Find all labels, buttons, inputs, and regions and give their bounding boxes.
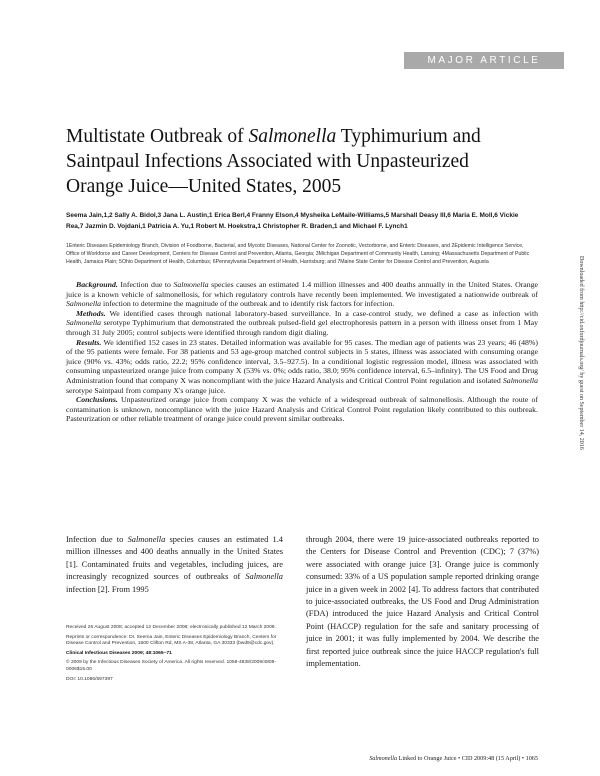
background-italic-2: Salmonella xyxy=(66,299,102,309)
abstract-methods xyxy=(66,309,538,338)
reprints-note: Reprints or correspondence: Dr. Seema Jain, Enteric Diseases Epidemiology Branch, Centers for Disease Control and Prevention, 1600 Clifton Rd, MS A-38, Atlanta, GA 30333 (bwd9@cdc.gov). xyxy=(66,634,277,647)
page-footer xyxy=(300,755,538,762)
conclusions-text: Unpasteurized orange juice from company X was the vehicle of a widespread outbreak of salmonellosis. Although the route of contamination is unknown, noncompliance with the juice Hazard Analysis and Critical Control Point regulation likely contributed to this outbreak. Pasteurization or other reliable treatment of orange juice could prevent similar outbreaks. xyxy=(66,395,538,424)
methods-italic: Salmonella xyxy=(66,318,102,328)
body-paragraph-left xyxy=(66,534,283,596)
col1-text-1: Infection due to xyxy=(66,535,128,544)
abstract-background xyxy=(66,280,538,309)
abstract-results xyxy=(66,338,538,396)
article-notes xyxy=(66,625,286,686)
results-italic: Salmonella xyxy=(502,375,538,385)
download-watermark: Downloaded from http://cid.oxfordjournals.org/ by guest on September 14, 2016 xyxy=(578,256,584,450)
title-post: Typhimurium and Saintpaul Infections Associated with Unpasteurized Orange Juice—United States, 2005 xyxy=(66,126,481,197)
methods-text-2: serotype Typhimurium that demonstrated the outbreak pulsed-field gel electrophoresis pattern in a person with illness onset from 1 May through 31 July 2005; control subjects were identified through random digit dialing. xyxy=(66,318,538,337)
article-title xyxy=(66,124,506,199)
methods-text-1: We identified cases through national laboratory-based surveillance. In a case-control study, we defined a case as infection with xyxy=(109,308,539,318)
background-text-3: infection to determine the magnitude of the outbreak and to identify risk factors for infection. xyxy=(101,299,395,309)
author-list: Seema Jain,1,2 Sally A. Bidol,3 Jana L. Austin,1 Erica Berl,4 Franny Elson,4 Mysheika LeMaile-Williams,5 Marshall Deasy III,6 Maria E. Moll,6 Vickie Rea,7 Jazmin D. Vojdani,1 Patricia A. Yu,1 Robert M. Hoekstra,1 Christopher R. Braden,1 and Michael F. Lynch1 xyxy=(66,212,519,230)
body-paragraph-right: through 2004, there were 19 juice-associated outbreaks reported to the Centers for Disease Control and Prevention (CDC); 7 (37%) were associated with orange juice [3]. Orange juice is commonly consumed: 33% of a US population sample reported drinking orange juice in a given week in 2002 [4]. To address factors that contributed to juice-associated outbreaks, the US Food and Drug Administration (FDA) introduced the juice Hazard Analysis and Critical Control Point (HACCP) regulation for the safe and sanitary processing of juice in 2001; it was fully implemented by 2004. We describe the first reported juice outbreak since the juice HACCP regulation's full implementation. xyxy=(306,535,539,669)
footer-text: Linked to Orange Juice • CID 2009:48 (15 April) • 1065 xyxy=(397,755,538,762)
body-column-right xyxy=(306,534,539,670)
doi-note: DOI: 10.1086/597397 xyxy=(66,676,113,682)
results-text-2: serotype Saintpaul from company X's orange juice. xyxy=(66,385,226,395)
background-text-2: species causes an estimated 1.4 million illnesses and 400 deaths annually in the United States. Orange juice is a known vehicle of salmonellosis, for which regulatory controls have recently been implemented. We investigated a nationwide outbreak of xyxy=(66,280,539,299)
col1-text-3: infection [2]. From 1995 xyxy=(66,584,149,594)
background-label: Background. xyxy=(76,280,118,289)
title-italic: Salmonella xyxy=(248,126,337,147)
footer-italic: Salmonella xyxy=(369,755,398,762)
body-column-left xyxy=(66,534,283,596)
title-pre: Multistate Outbreak of xyxy=(66,126,249,147)
article-type-banner: MAJOR ARTICLE xyxy=(404,52,564,69)
journal-citation: Clinical Infectious Diseases 2009; 48:1065–71 xyxy=(66,650,172,656)
results-text-1: We identified 152 cases in 23 states. Detailed information was available for 95 cases. The median age of patients was 23 years; 46 (48%) of the 95 patients were female. For 38 patients and 53 age-group matched control subjects in 5 states, illness was associated with consuming orange juice (90% vs. 43%; odds ratio, 22.2; 95% confidence interval, 3.5–927.5). In a conditional logistic regression model, illness was associated with consuming unpasteurized orange juice from company X (53% vs. 0%; odds ratio, 38.0; 95% confidence interval, 6.5–infinity). The US Food and Drug Administration found that company X was noncompliant with the juice Hazard Analysis and Critical Control Point regulation and isolated xyxy=(66,337,538,385)
background-italic-1: Salmonella xyxy=(173,280,209,289)
conclusions-label: Conclusions. xyxy=(76,395,118,405)
received-note: Received 26 August 2008; accepted 12 December 2008; electronically published 12 March 2009. xyxy=(66,625,276,630)
background-text-1: Infection due to xyxy=(120,280,174,289)
affiliations: 1Enteric Diseases Epidemiology Branch, Division of Foodborne, Bacterial, and Mycotic Diseases, National Center for Zoonotic, Vectorborne, and Enteric Diseases, and 2Epidemic Intelligence Service, Office of Workforce and Career Development, Centers for Disease Control and Prevention, Atlanta, Georgia; 3Michigan Department of Community Health, Lansing; 4Massachusetts Department of Public Health, Jamaica Plain; 5Ohio Department of Health, Columbus; 6Pennsylvania Department of Health, Harrisburg; and 7Maine State Center for Disease Control and Prevention, Augusta xyxy=(66,243,530,265)
abstract-conclusions xyxy=(66,395,538,424)
col1-text-2: species causes an estimated 1.4 million illnesses and 400 deaths annually in the United States [1]. Contaminated fruits and vegetables, including juices, are increasingly recognized sources of outbreaks of xyxy=(66,535,283,582)
col1-italic-1: Salmonella xyxy=(127,535,166,544)
copyright-note: © 2009 by the Infectious Diseases Society of America. All rights reserved. 1058-4838/2009/4808-0006$15.00 xyxy=(66,660,276,672)
methods-label: Methods. xyxy=(76,308,106,318)
abstract xyxy=(66,280,538,424)
results-label: Results. xyxy=(76,337,102,347)
col1-italic-2: Salmonella xyxy=(245,572,283,582)
